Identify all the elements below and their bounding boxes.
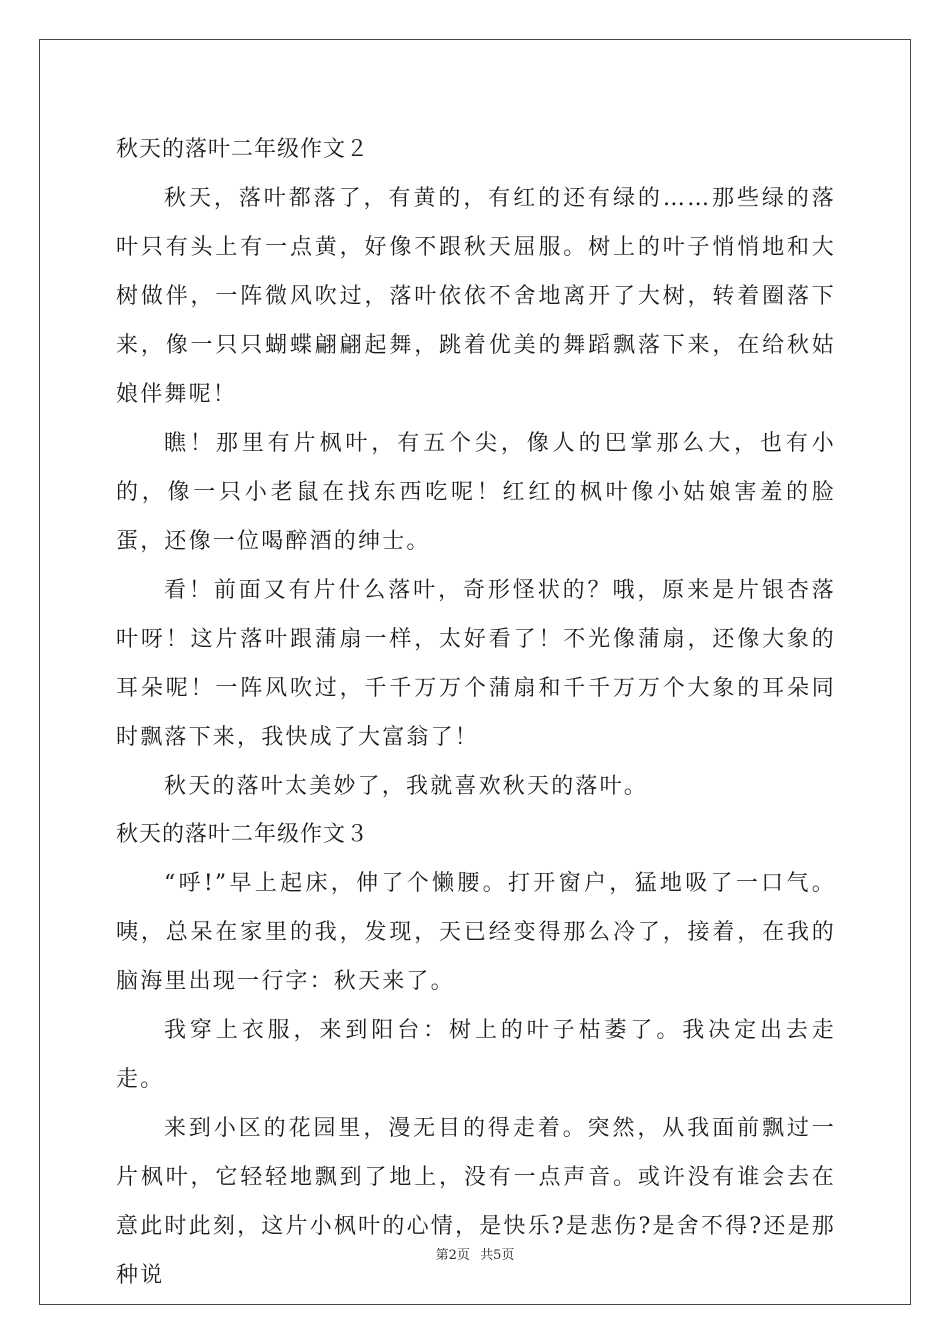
section-3 — [116, 811, 836, 1300]
page-total: 共5页 — [480, 1248, 515, 1263]
paragraph: “呼!”早上起床，伸了个懒腰。打开窗户，猛地吸了一口气。咦，总呆在家里的我，发现，天已经变得那么冷了，接着，在我的脑海里出现一行字：秋天来了。 — [116, 871, 836, 994]
section-heading: 秋天的落叶二年级作文３ — [116, 822, 370, 847]
paragraph: 来到小区的花园里，漫无目的得走着。突然，从我面前飘过一片枫叶，它轻轻地飘到了地上，没有一点声音。或许没有谁会去在意此时此刻，这片小枫叶的心情，是快乐?是悲伤?是舍不得?还是那种说 — [116, 1116, 836, 1288]
paragraph: 秋天的落叶太美妙了，我就喜欢秋天的落叶。 — [164, 774, 649, 799]
document-body — [116, 126, 836, 1300]
paragraph: 看！前面又有片什么落叶，奇形怪状的？哦，原来是片银杏落叶呀！这片落叶跟蒲扇一样，太好看了！不光像蒲扇，还像大象的耳朵呢！一阵风吹过，千千万万个蒲扇和千千万万个大象的耳朵同时飘落下来，我快成了大富翁了！ — [116, 578, 836, 750]
section-2 — [116, 126, 836, 811]
paragraph: 我穿上衣服，来到阳台：树上的叶子枯萎了。我决定出去走走。 — [116, 1018, 836, 1092]
paragraph: 秋天，落叶都落了，有黄的，有红的还有绿的……那些绿的落叶只有头上有一点黄，好像不跟秋天屈服。树上的叶子悄悄地和大树做伴，一阵微风吹过，落叶依依不舍地离开了大树，转着圈落下来，像一只只蝴蝶翩翩起舞，跳着优美的舞蹈飘落下来，在给秋姑娘伴舞呢！ — [116, 186, 836, 407]
page-number: 第2页 — [435, 1248, 470, 1263]
paragraph: 瞧！那里有片枫叶，有五个尖，像人的巴掌那么大，也有小的，像一只小老鼠在找东西吃呢！红红的枫叶像小姑娘害羞的脸蛋，还像一位喝醉酒的绅士。 — [116, 431, 836, 554]
page-footer — [0, 1244, 950, 1263]
section-heading: 秋天的落叶二年级作文２ — [116, 137, 370, 162]
